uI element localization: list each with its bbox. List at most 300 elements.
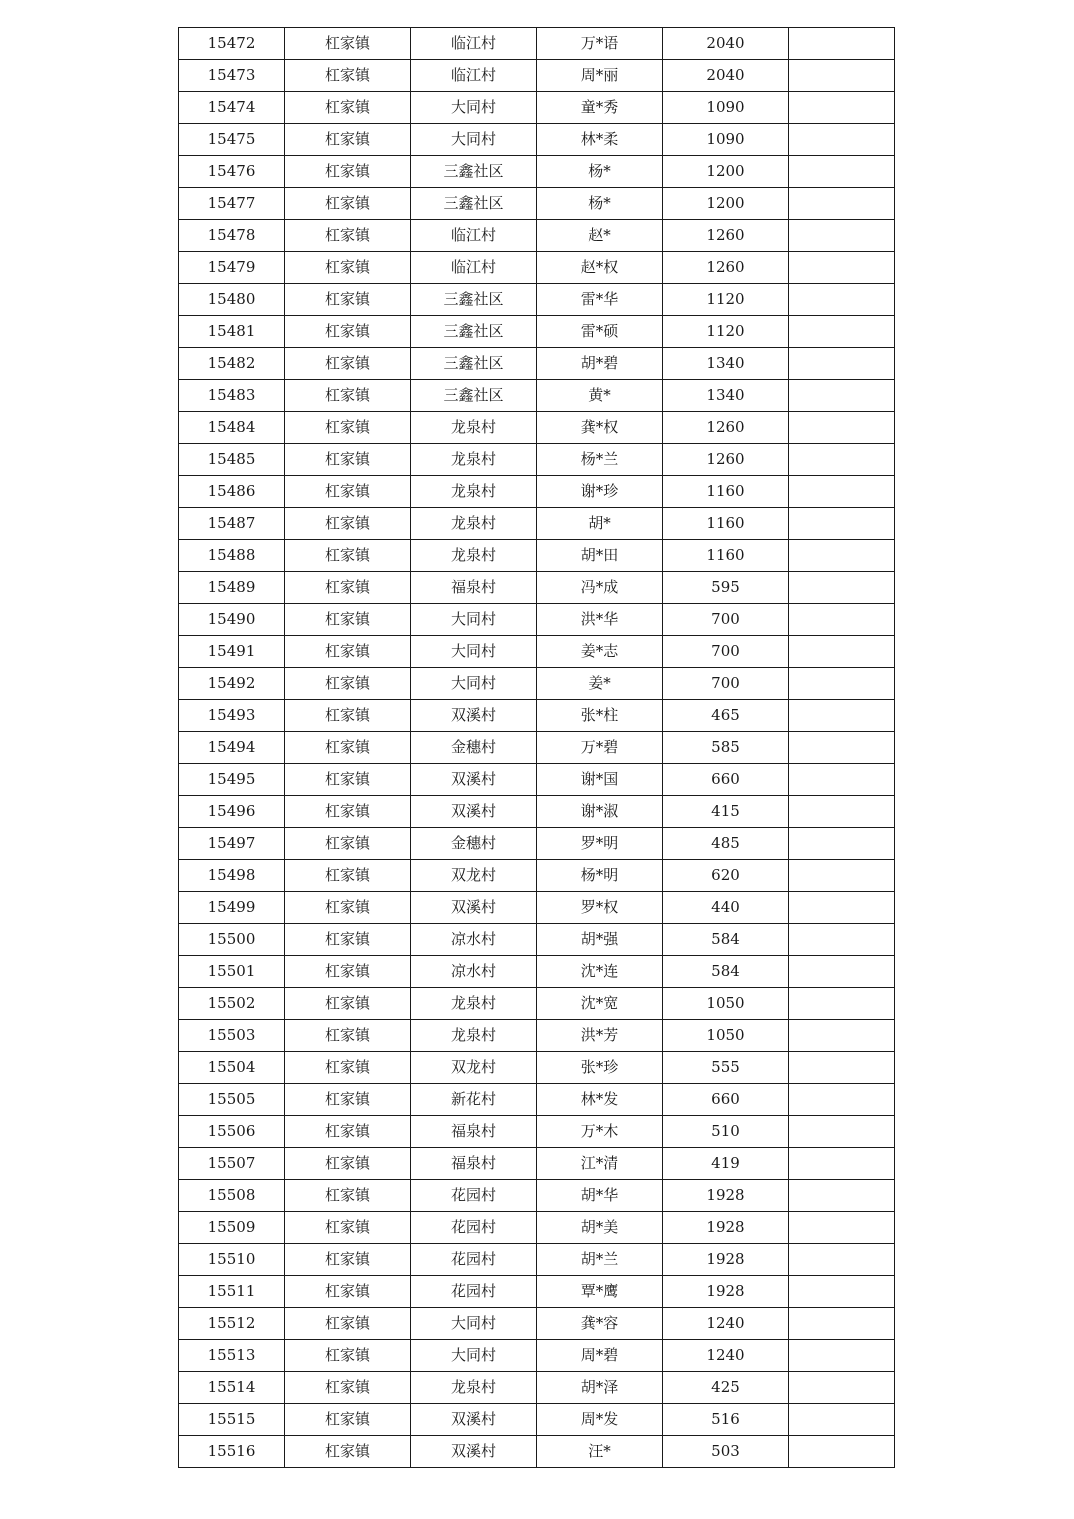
- amount-cell: 1120: [663, 284, 789, 316]
- serial-number-cell: 15480: [179, 284, 285, 316]
- name-cell: 胡*碧: [537, 348, 663, 380]
- amount-cell: 1240: [663, 1308, 789, 1340]
- note-cell: [789, 1372, 895, 1404]
- table-row: [179, 956, 895, 988]
- village-cell: 双龙村: [411, 1052, 537, 1084]
- serial-number-cell: 15475: [179, 124, 285, 156]
- name-cell: 童*秀: [537, 92, 663, 124]
- amount-cell: 595: [663, 572, 789, 604]
- note-cell: [789, 1340, 895, 1372]
- table-row: [179, 604, 895, 636]
- table-row: [179, 796, 895, 828]
- town-cell: 杠家镇: [285, 156, 411, 188]
- note-cell: [789, 796, 895, 828]
- town-cell: 杠家镇: [285, 1404, 411, 1436]
- village-cell: 龙泉村: [411, 540, 537, 572]
- town-cell: 杠家镇: [285, 700, 411, 732]
- note-cell: [789, 508, 895, 540]
- note-cell: [789, 412, 895, 444]
- name-cell: 罗*权: [537, 892, 663, 924]
- village-cell: 龙泉村: [411, 508, 537, 540]
- name-cell: 赵*: [537, 220, 663, 252]
- note-cell: [789, 1148, 895, 1180]
- name-cell: 张*珍: [537, 1052, 663, 1084]
- name-cell: 林*柔: [537, 124, 663, 156]
- town-cell: 杠家镇: [285, 380, 411, 412]
- amount-cell: 660: [663, 764, 789, 796]
- note-cell: [789, 1116, 895, 1148]
- village-cell: 临江村: [411, 28, 537, 60]
- table-row: [179, 444, 895, 476]
- name-cell: 龚*容: [537, 1308, 663, 1340]
- serial-number-cell: 15491: [179, 636, 285, 668]
- village-cell: 临江村: [411, 60, 537, 92]
- note-cell: [789, 316, 895, 348]
- name-cell: 万*木: [537, 1116, 663, 1148]
- serial-number-cell: 15501: [179, 956, 285, 988]
- table-row: [179, 1372, 895, 1404]
- village-cell: 福泉村: [411, 572, 537, 604]
- name-cell: 洪*芳: [537, 1020, 663, 1052]
- table-row: [179, 60, 895, 92]
- amount-cell: 1340: [663, 348, 789, 380]
- village-cell: 大同村: [411, 92, 537, 124]
- name-cell: 万*碧: [537, 732, 663, 764]
- amount-cell: 1260: [663, 444, 789, 476]
- serial-number-cell: 15477: [179, 188, 285, 220]
- table-row: [179, 1340, 895, 1372]
- town-cell: 杠家镇: [285, 92, 411, 124]
- town-cell: 杠家镇: [285, 540, 411, 572]
- table-row: [179, 892, 895, 924]
- note-cell: [789, 28, 895, 60]
- town-cell: 杠家镇: [285, 252, 411, 284]
- town-cell: 杠家镇: [285, 1148, 411, 1180]
- data-table: [178, 27, 895, 1468]
- name-cell: 林*发: [537, 1084, 663, 1116]
- table-row: [179, 1244, 895, 1276]
- note-cell: [789, 124, 895, 156]
- town-cell: 杠家镇: [285, 220, 411, 252]
- town-cell: 杠家镇: [285, 1372, 411, 1404]
- name-cell: 龚*权: [537, 412, 663, 444]
- village-cell: 双龙村: [411, 860, 537, 892]
- name-cell: 赵*权: [537, 252, 663, 284]
- town-cell: 杠家镇: [285, 188, 411, 220]
- table-row: [179, 92, 895, 124]
- name-cell: 杨*明: [537, 860, 663, 892]
- name-cell: 雷*华: [537, 284, 663, 316]
- town-cell: 杠家镇: [285, 1052, 411, 1084]
- serial-number-cell: 15476: [179, 156, 285, 188]
- amount-cell: 1928: [663, 1276, 789, 1308]
- village-cell: 双溪村: [411, 1436, 537, 1468]
- town-cell: 杠家镇: [285, 348, 411, 380]
- serial-number-cell: 15503: [179, 1020, 285, 1052]
- amount-cell: 415: [663, 796, 789, 828]
- serial-number-cell: 15482: [179, 348, 285, 380]
- table-row: [179, 188, 895, 220]
- amount-cell: 1260: [663, 220, 789, 252]
- amount-cell: 555: [663, 1052, 789, 1084]
- village-cell: 龙泉村: [411, 444, 537, 476]
- village-cell: 双溪村: [411, 764, 537, 796]
- amount-cell: 1050: [663, 988, 789, 1020]
- serial-number-cell: 15484: [179, 412, 285, 444]
- village-cell: 三鑫社区: [411, 284, 537, 316]
- village-cell: 花园村: [411, 1180, 537, 1212]
- amount-cell: 1928: [663, 1244, 789, 1276]
- town-cell: 杠家镇: [285, 316, 411, 348]
- table-row: [179, 156, 895, 188]
- serial-number-cell: 15495: [179, 764, 285, 796]
- note-cell: [789, 764, 895, 796]
- town-cell: 杠家镇: [285, 1308, 411, 1340]
- village-cell: 三鑫社区: [411, 380, 537, 412]
- serial-number-cell: 15497: [179, 828, 285, 860]
- village-cell: 福泉村: [411, 1148, 537, 1180]
- note-cell: [789, 188, 895, 220]
- name-cell: 胡*华: [537, 1180, 663, 1212]
- serial-number-cell: 15507: [179, 1148, 285, 1180]
- name-cell: 洪*华: [537, 604, 663, 636]
- serial-number-cell: 15511: [179, 1276, 285, 1308]
- note-cell: [789, 220, 895, 252]
- table-row: [179, 252, 895, 284]
- table-row: [179, 1404, 895, 1436]
- amount-cell: 1260: [663, 252, 789, 284]
- amount-cell: 585: [663, 732, 789, 764]
- name-cell: 万*语: [537, 28, 663, 60]
- serial-number-cell: 15481: [179, 316, 285, 348]
- table-row: [179, 220, 895, 252]
- table-row: [179, 1052, 895, 1084]
- serial-number-cell: 15505: [179, 1084, 285, 1116]
- amount-cell: 1090: [663, 92, 789, 124]
- village-cell: 大同村: [411, 1308, 537, 1340]
- town-cell: 杠家镇: [285, 28, 411, 60]
- note-cell: [789, 252, 895, 284]
- serial-number-cell: 15498: [179, 860, 285, 892]
- amount-cell: 440: [663, 892, 789, 924]
- village-cell: 双溪村: [411, 1404, 537, 1436]
- serial-number-cell: 15487: [179, 508, 285, 540]
- village-cell: 三鑫社区: [411, 348, 537, 380]
- table-row: [179, 1116, 895, 1148]
- name-cell: 覃*鹰: [537, 1276, 663, 1308]
- table-row: [179, 828, 895, 860]
- note-cell: [789, 1244, 895, 1276]
- village-cell: 双溪村: [411, 796, 537, 828]
- amount-cell: 1200: [663, 156, 789, 188]
- serial-number-cell: 15509: [179, 1212, 285, 1244]
- table-row: [179, 860, 895, 892]
- serial-number-cell: 15508: [179, 1180, 285, 1212]
- table-body: [179, 28, 895, 1468]
- village-cell: 大同村: [411, 124, 537, 156]
- town-cell: 杠家镇: [285, 636, 411, 668]
- table-row: [179, 924, 895, 956]
- name-cell: 周*发: [537, 1404, 663, 1436]
- table-row: [179, 1180, 895, 1212]
- amount-cell: 2040: [663, 60, 789, 92]
- amount-cell: 510: [663, 1116, 789, 1148]
- town-cell: 杠家镇: [285, 1180, 411, 1212]
- town-cell: 杠家镇: [285, 732, 411, 764]
- serial-number-cell: 15492: [179, 668, 285, 700]
- name-cell: 杨*: [537, 188, 663, 220]
- table-row: [179, 1308, 895, 1340]
- note-cell: [789, 1180, 895, 1212]
- note-cell: [789, 156, 895, 188]
- village-cell: 花园村: [411, 1276, 537, 1308]
- serial-number-cell: 15473: [179, 60, 285, 92]
- serial-number-cell: 15516: [179, 1436, 285, 1468]
- serial-number-cell: 15506: [179, 1116, 285, 1148]
- town-cell: 杠家镇: [285, 476, 411, 508]
- table-row: [179, 1276, 895, 1308]
- note-cell: [789, 604, 895, 636]
- village-cell: 三鑫社区: [411, 316, 537, 348]
- note-cell: [789, 828, 895, 860]
- amount-cell: 1240: [663, 1340, 789, 1372]
- serial-number-cell: 15490: [179, 604, 285, 636]
- name-cell: 罗*明: [537, 828, 663, 860]
- amount-cell: 503: [663, 1436, 789, 1468]
- note-cell: [789, 1308, 895, 1340]
- town-cell: 杠家镇: [285, 988, 411, 1020]
- serial-number-cell: 15510: [179, 1244, 285, 1276]
- serial-number-cell: 15485: [179, 444, 285, 476]
- amount-cell: 584: [663, 956, 789, 988]
- town-cell: 杠家镇: [285, 60, 411, 92]
- table-row: [179, 636, 895, 668]
- note-cell: [789, 732, 895, 764]
- amount-cell: 1340: [663, 380, 789, 412]
- village-cell: 临江村: [411, 220, 537, 252]
- town-cell: 杠家镇: [285, 892, 411, 924]
- note-cell: [789, 1084, 895, 1116]
- table-row: [179, 284, 895, 316]
- name-cell: 沈*连: [537, 956, 663, 988]
- village-cell: 龙泉村: [411, 1372, 537, 1404]
- note-cell: [789, 988, 895, 1020]
- name-cell: 江*清: [537, 1148, 663, 1180]
- village-cell: 三鑫社区: [411, 156, 537, 188]
- name-cell: 杨*: [537, 156, 663, 188]
- town-cell: 杠家镇: [285, 604, 411, 636]
- village-cell: 龙泉村: [411, 988, 537, 1020]
- amount-cell: 1928: [663, 1180, 789, 1212]
- serial-number-cell: 15478: [179, 220, 285, 252]
- amount-cell: 1160: [663, 508, 789, 540]
- table-row: [179, 540, 895, 572]
- amount-cell: 1260: [663, 412, 789, 444]
- village-cell: 福泉村: [411, 1116, 537, 1148]
- note-cell: [789, 1276, 895, 1308]
- serial-number-cell: 15494: [179, 732, 285, 764]
- village-cell: 大同村: [411, 668, 537, 700]
- town-cell: 杠家镇: [285, 956, 411, 988]
- serial-number-cell: 15499: [179, 892, 285, 924]
- table-row: [179, 1212, 895, 1244]
- village-cell: 双溪村: [411, 892, 537, 924]
- serial-number-cell: 15483: [179, 380, 285, 412]
- town-cell: 杠家镇: [285, 444, 411, 476]
- amount-cell: 485: [663, 828, 789, 860]
- name-cell: 姜*: [537, 668, 663, 700]
- name-cell: 谢*珍: [537, 476, 663, 508]
- name-cell: 胡*强: [537, 924, 663, 956]
- table-row: [179, 1020, 895, 1052]
- town-cell: 杠家镇: [285, 1116, 411, 1148]
- village-cell: 三鑫社区: [411, 188, 537, 220]
- village-cell: 龙泉村: [411, 476, 537, 508]
- table-row: [179, 412, 895, 444]
- table-row: [179, 28, 895, 60]
- name-cell: 雷*硕: [537, 316, 663, 348]
- name-cell: 胡*泽: [537, 1372, 663, 1404]
- table-row: [179, 348, 895, 380]
- amount-cell: 1160: [663, 540, 789, 572]
- town-cell: 杠家镇: [285, 1020, 411, 1052]
- village-cell: 花园村: [411, 1212, 537, 1244]
- village-cell: 新花村: [411, 1084, 537, 1116]
- serial-number-cell: 15486: [179, 476, 285, 508]
- serial-number-cell: 15493: [179, 700, 285, 732]
- name-cell: 杨*兰: [537, 444, 663, 476]
- table-row: [179, 124, 895, 156]
- town-cell: 杠家镇: [285, 796, 411, 828]
- note-cell: [789, 92, 895, 124]
- name-cell: 周*碧: [537, 1340, 663, 1372]
- amount-cell: 419: [663, 1148, 789, 1180]
- note-cell: [789, 476, 895, 508]
- note-cell: [789, 1436, 895, 1468]
- town-cell: 杠家镇: [285, 1340, 411, 1372]
- note-cell: [789, 444, 895, 476]
- name-cell: 周*丽: [537, 60, 663, 92]
- note-cell: [789, 540, 895, 572]
- amount-cell: 1928: [663, 1212, 789, 1244]
- amount-cell: 1120: [663, 316, 789, 348]
- amount-cell: 1090: [663, 124, 789, 156]
- table-row: [179, 476, 895, 508]
- serial-number-cell: 15479: [179, 252, 285, 284]
- table-row: [179, 988, 895, 1020]
- village-cell: 花园村: [411, 1244, 537, 1276]
- note-cell: [789, 284, 895, 316]
- amount-cell: 700: [663, 604, 789, 636]
- name-cell: 黄*: [537, 380, 663, 412]
- village-cell: 大同村: [411, 604, 537, 636]
- town-cell: 杠家镇: [285, 124, 411, 156]
- serial-number-cell: 15504: [179, 1052, 285, 1084]
- table-row: [179, 1148, 895, 1180]
- serial-number-cell: 15513: [179, 1340, 285, 1372]
- table-row: [179, 700, 895, 732]
- serial-number-cell: 15472: [179, 28, 285, 60]
- table-row: [179, 380, 895, 412]
- amount-cell: 700: [663, 668, 789, 700]
- name-cell: 谢*淑: [537, 796, 663, 828]
- amount-cell: 1200: [663, 188, 789, 220]
- name-cell: 张*柱: [537, 700, 663, 732]
- village-cell: 大同村: [411, 1340, 537, 1372]
- name-cell: 胡*兰: [537, 1244, 663, 1276]
- amount-cell: 465: [663, 700, 789, 732]
- note-cell: [789, 956, 895, 988]
- note-cell: [789, 892, 895, 924]
- serial-number-cell: 15500: [179, 924, 285, 956]
- village-cell: 凉水村: [411, 956, 537, 988]
- serial-number-cell: 15512: [179, 1308, 285, 1340]
- amount-cell: 660: [663, 1084, 789, 1116]
- town-cell: 杠家镇: [285, 764, 411, 796]
- note-cell: [789, 860, 895, 892]
- table-row: [179, 316, 895, 348]
- village-cell: 龙泉村: [411, 1020, 537, 1052]
- village-cell: 大同村: [411, 636, 537, 668]
- name-cell: 冯*成: [537, 572, 663, 604]
- note-cell: [789, 1020, 895, 1052]
- table-row: [179, 572, 895, 604]
- note-cell: [789, 700, 895, 732]
- note-cell: [789, 668, 895, 700]
- note-cell: [789, 1052, 895, 1084]
- table-row: [179, 1084, 895, 1116]
- town-cell: 杠家镇: [285, 1276, 411, 1308]
- village-cell: 凉水村: [411, 924, 537, 956]
- town-cell: 杠家镇: [285, 284, 411, 316]
- town-cell: 杠家镇: [285, 668, 411, 700]
- note-cell: [789, 348, 895, 380]
- town-cell: 杠家镇: [285, 1244, 411, 1276]
- amount-cell: 620: [663, 860, 789, 892]
- town-cell: 杠家镇: [285, 412, 411, 444]
- village-cell: 金穗村: [411, 732, 537, 764]
- name-cell: 姜*志: [537, 636, 663, 668]
- table-row: [179, 764, 895, 796]
- amount-cell: 1160: [663, 476, 789, 508]
- table-row: [179, 668, 895, 700]
- table-row: [179, 508, 895, 540]
- note-cell: [789, 1404, 895, 1436]
- serial-number-cell: 15488: [179, 540, 285, 572]
- town-cell: 杠家镇: [285, 828, 411, 860]
- name-cell: 胡*美: [537, 1212, 663, 1244]
- town-cell: 杠家镇: [285, 1084, 411, 1116]
- name-cell: 胡*: [537, 508, 663, 540]
- amount-cell: 1050: [663, 1020, 789, 1052]
- serial-number-cell: 15496: [179, 796, 285, 828]
- amount-cell: 2040: [663, 28, 789, 60]
- table-row: [179, 1436, 895, 1468]
- note-cell: [789, 1212, 895, 1244]
- name-cell: 沈*宽: [537, 988, 663, 1020]
- note-cell: [789, 380, 895, 412]
- name-cell: 谢*国: [537, 764, 663, 796]
- village-cell: 金穗村: [411, 828, 537, 860]
- name-cell: 汪*: [537, 1436, 663, 1468]
- amount-cell: 700: [663, 636, 789, 668]
- town-cell: 杠家镇: [285, 572, 411, 604]
- note-cell: [789, 636, 895, 668]
- amount-cell: 425: [663, 1372, 789, 1404]
- serial-number-cell: 15515: [179, 1404, 285, 1436]
- town-cell: 杠家镇: [285, 1212, 411, 1244]
- note-cell: [789, 572, 895, 604]
